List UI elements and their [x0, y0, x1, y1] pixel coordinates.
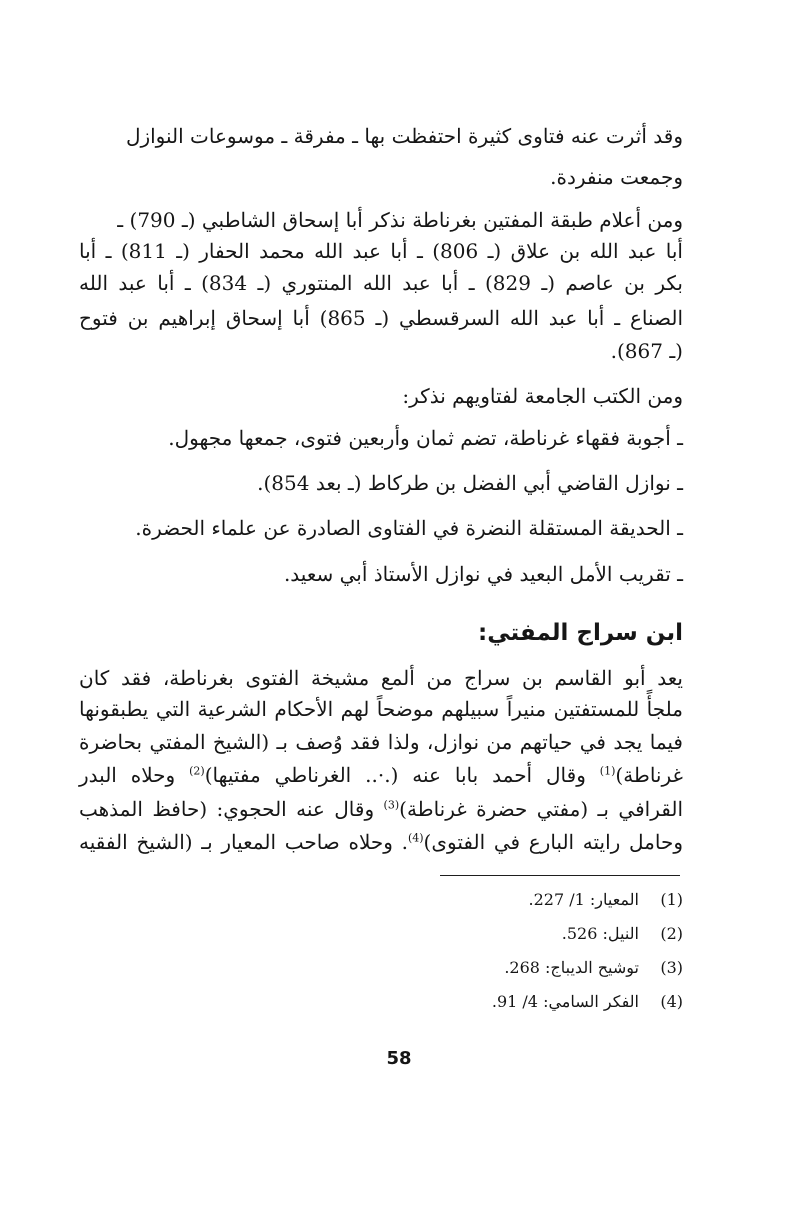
footnote-3: [504, 956, 683, 980]
footnote-ref-2[interactable]: (2): [189, 764, 205, 778]
footnote-number: (3): [660, 958, 683, 977]
paragraph-3-line-2: ملجأً للمستفتين منيراً سبيلهم موضحاً لهم الأحكام الشرعية التي يطبقونها: [79, 697, 683, 721]
paragraph-3-line-3: فيما يجد في حياتهم من نوازل، ولذا فقد وُصف بـ (الشيخ المفتي بحاضرة: [79, 730, 683, 754]
paragraph-3-line-4: [79, 760, 683, 790]
paragraph-2-line-3: بكر بن عاصم (ـ 829) ـ أبا عبد الله المنتوري (ـ 834) ـ أبا عبد الله: [79, 271, 683, 295]
paragraph-3-line-1: يعد أبو القاسم بن سراج من ألمع مشيخة الفتوى بغرناطة، فقد كان: [79, 666, 683, 690]
paragraph-2-line-5: (ـ 867).: [610, 339, 683, 363]
footnote-ref-1[interactable]: (1): [599, 764, 616, 778]
line-5-part-b: وقال عنه الحجوي: (حافظ المذهب: [79, 797, 384, 821]
page-number: 58: [386, 1048, 412, 1069]
book-item-4: ـ تقريب الأمل البعيد في نوازل الأستاذ أبي سعيد.: [283, 562, 683, 586]
book-item-1: ـ أجوبة فقهاء غرناطة، تضم ثمان وأربعين فتوى، جمعها مجهول.: [168, 426, 683, 450]
line-4-part-a: غرناطة): [615, 763, 683, 787]
footnote-ref-4[interactable]: (4): [407, 831, 424, 845]
book-item-3: ـ الحديقة المستقلة النضرة في الفتاوى الصادرة عن علماء الحضرة.: [135, 516, 683, 540]
footnote-text: توشيح الديباج: 268.: [504, 958, 639, 977]
footnote-2: [562, 922, 683, 946]
paragraph-1-line-1: وقد أثرت عنه فتاوى كثيرة احتفظت بها ـ مفرقة ـ موسوعات النوازل: [125, 124, 683, 148]
line-5-part-a: القرافي بـ (مفتي حضرة غرناطة): [399, 797, 683, 821]
line-6-part-a: وحامل رايته البارع في الفتوى): [423, 830, 683, 854]
books-intro: ومن الكتب الجامعة لفتاويهم نذكر:: [402, 384, 683, 408]
footnote-4: [492, 990, 683, 1014]
footnote-1: [528, 888, 683, 912]
footnote-number: (2): [660, 924, 683, 943]
line-4-part-b: وقال أحمد بابا عنه (.·.. الغرناطي مفتيها): [204, 763, 600, 787]
paragraph-2-line-1: ومن أعلام طبقة المفتين بغرناطة نذكر أبا إسحاق الشاطبي (ـ 790) ـ: [117, 208, 683, 232]
paragraph-3-line-6: [79, 827, 683, 857]
section-heading: ابن سراج المفتي:: [478, 620, 683, 646]
paragraph-3-line-5: [79, 794, 683, 824]
book-item-2: ـ نوازل القاضي أبي الفضل بن طركاط (ـ بعد 854).: [257, 471, 683, 495]
footnote-ref-3[interactable]: (3): [383, 798, 400, 812]
paragraph-1-line-2: وجمعت منفردة.: [550, 165, 683, 189]
footnote-number: (4): [660, 992, 683, 1011]
paragraph-2-line-4: الصناع ـ أبا عبد الله السرقسطي (ـ 865) أبا إسحاق إبراهيم بن فتوح: [79, 306, 683, 330]
paragraph-2-line-2: أبا عبد الله بن علاق (ـ 806) ـ أبا عبد الله محمد الحفار (ـ 811) ـ أبا: [79, 239, 683, 263]
footnote-divider: [440, 875, 680, 876]
footnote-number: (1): [660, 890, 683, 909]
line-4-part-c: وحلاه البدر: [79, 763, 190, 787]
footnote-text: المعيار: 1/ 227.: [528, 890, 639, 909]
line-6-part-b: . وحلاه صاحب المعيار بـ (الشيخ الفقيه: [79, 830, 408, 854]
footnote-text: النيل: 526.: [561, 924, 639, 943]
footnote-text: الفكر السامي: 4/ 91.: [491, 992, 639, 1011]
